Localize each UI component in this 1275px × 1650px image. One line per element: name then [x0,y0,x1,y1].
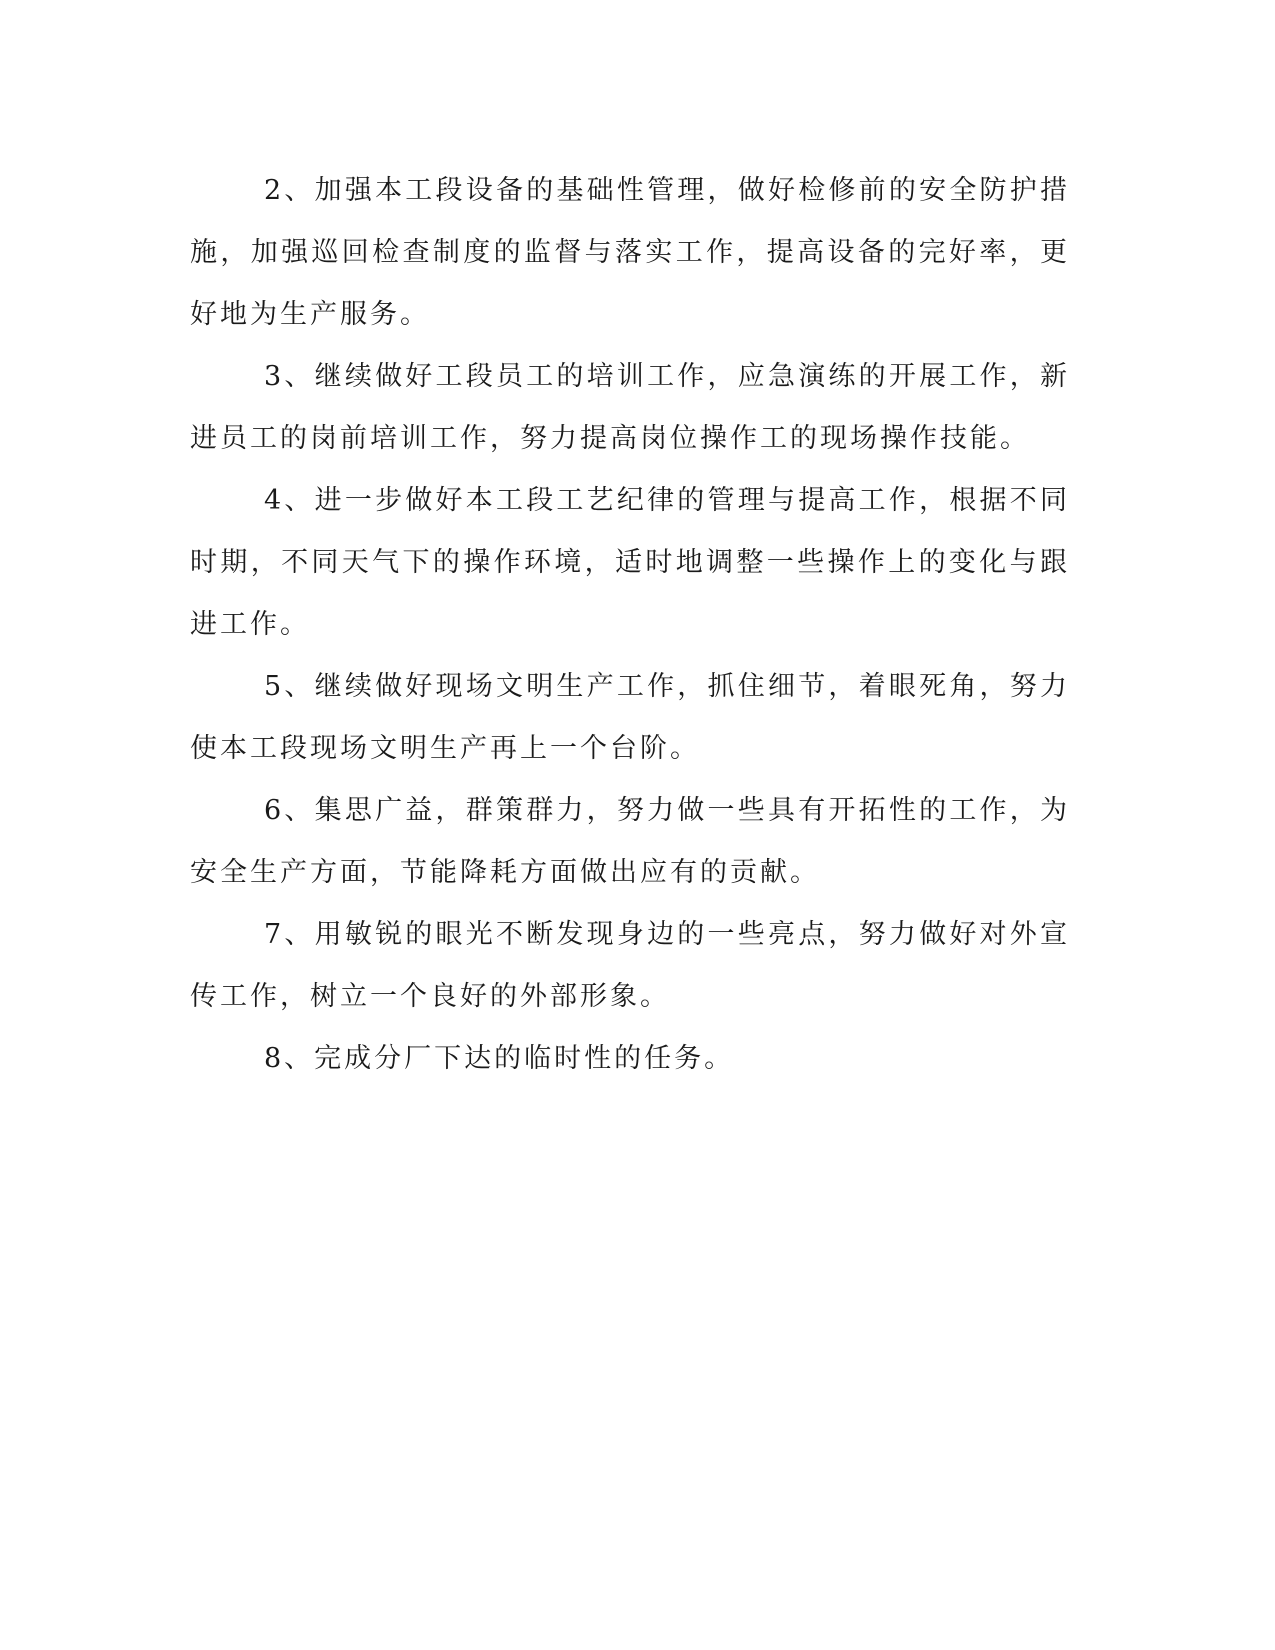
paragraph-item-6: 6、集思广益，群策群力，努力做一些具有开拓性的工作，为安全生产方面，节能降耗方面做出应有的贡献。 [190,795,1070,888]
paragraph-item-8: 8、完成分厂下达的临时性的任务。 [264,1043,735,1074]
paragraph-item-2: 2、加强本工段设备的基础性管理，做好检修前的安全防护措施，加强巡回检查制度的监督与落实工作，提高设备的完好率，更好地为生产服务。 [190,175,1070,330]
paragraph-item-4: 4、进一步做好本工段工艺纪律的管理与提高工作，根据不同时期，不同天气下的操作环境，适时地调整一些操作上的变化与跟进工作。 [190,485,1070,640]
paragraph-item-7: 7、用敏锐的眼光不断发现身边的一些亮点，努力做好对外宣传工作，树立一个良好的外部形象。 [190,919,1070,1012]
paragraph-item-5: 5、继续做好现场文明生产工作，抓住细节，着眼死角，努力使本工段现场文明生产再上一个台阶。 [190,671,1070,764]
document-body [190,160,1070,1090]
paragraph-item-3: 3、继续做好工段员工的培训工作，应急演练的开展工作，新进员工的岗前培训工作，努力提高岗位操作工的现场操作技能。 [190,361,1070,454]
